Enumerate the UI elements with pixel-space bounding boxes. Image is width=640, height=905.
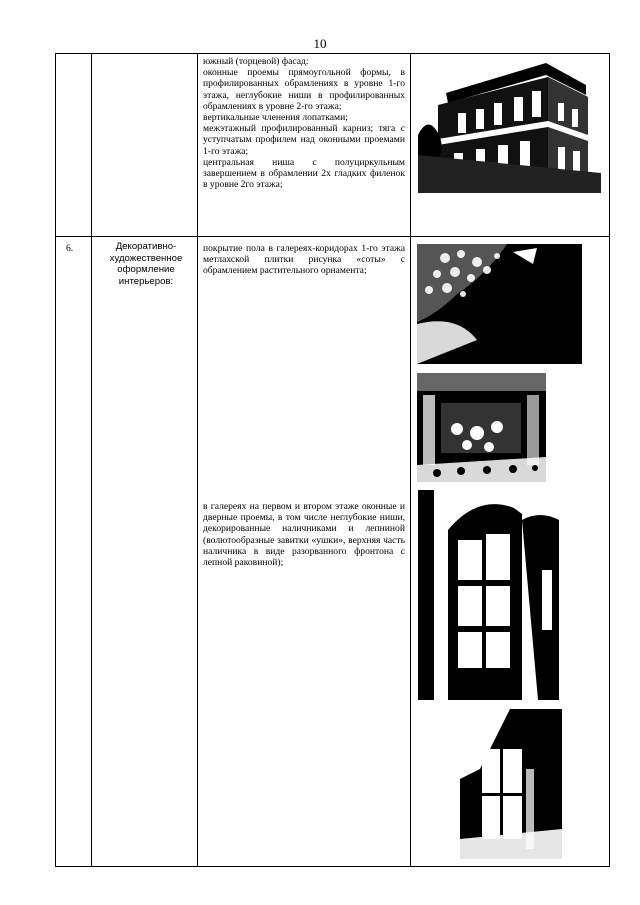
corridor-photo	[417, 373, 546, 482]
window-description: в галереях на первом и втором этаже оконные и дверные проемы, в том числе неглубокие ниши, декорированные наличниками и лепниной (волютообразные завитки «ушки», верхняя часть наличника в виде разорванного фронтона с лепной раковиной);	[203, 501, 405, 569]
floor-description: покрытие пола в галереях-коридорах 1-го этажа метлахской плитки рисунка «соты» с обрамлением растительного орнамента;	[203, 243, 405, 277]
facade-description	[203, 56, 405, 190]
floor-tile-photo	[417, 244, 582, 364]
facade-photo	[418, 55, 601, 193]
page-number: 10	[313, 36, 327, 51]
facade-line: оконные проемы прямоугольной формы, в профилированных обрамлениях в уровне 1-го этажа, неглубокие ниши в профилированных обрамлениях в уровне 2-го этажа;	[203, 67, 405, 112]
row-number: 6.	[66, 243, 74, 254]
gallery-window-photo	[418, 490, 559, 700]
facade-line: южный (торцевой) фасад:	[203, 56, 309, 67]
section-title: Декоративно-художественное оформление интерьеров:	[109, 241, 183, 287]
facade-line: межэтажный профилированный карниз; тяга с уступчатым профилем над оконными проемами 1-го этажа;	[203, 123, 405, 157]
facade-line: вертикальные членения лопатками;	[203, 112, 348, 124]
facade-line: центральная ниша с полуциркульным завершением в обрамлении 2х гладких филенок в уровне 2го этажа;	[203, 156, 405, 191]
window-detail-photo	[460, 709, 562, 859]
